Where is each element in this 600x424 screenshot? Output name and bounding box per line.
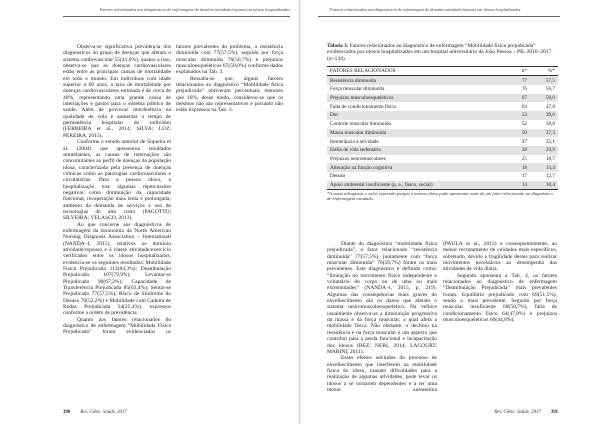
text-column-right-page-2	[443, 241, 557, 409]
paragraph: Segundo apresenta a Tab. 4, os fatores relacionados ao diagnóstico de enfermagem “Deambulação Prejudicada” mais prevalentes foram: Equilíbrio prejudicado com 69(51,5%), sendo o mais prevalente. Seguido por força muscular insuficiente 68(50,7%), falta de condicionamento físico 64(47,8%) e prejuízos musculoesqueléticos 60(44,8%).	[443, 272, 557, 324]
column-header-percent: %*	[529, 67, 558, 76]
table-row	[327, 172, 558, 181]
journal-citation-left: Rev. Ciênc. Saúde, 2017	[80, 410, 127, 415]
paragraph: Esses efeitos advindos do processo de envelhecimento que interferem na mobilidade física do idoso, causam dificuldades para a realização de algumas atividades, pode levar os idosos a se tornarem dependentes e a ter uma menor autoestima	[327, 355, 437, 393]
n-cell: 28	[503, 146, 529, 155]
factor-cell: Alteração na função cognitiva	[327, 163, 503, 172]
percent-cell: 13,4	[529, 163, 558, 172]
factor-cell: Força muscular diminuída	[330, 86, 385, 93]
column-header-n: n*	[503, 67, 529, 76]
table-row	[327, 181, 558, 190]
table-row	[327, 94, 558, 103]
paragraph: Ressalta-se que, alguns fatores relacionados ao diagnóstico “Mobilidade física prejudicada” obtiveram percentuais menores que 10%, desse modo, considerou-se que os mesmos não são representativos e portanto não estão expressos na Tab. 3.	[176, 75, 283, 114]
percent-cell: 39,6	[529, 111, 558, 120]
left-page	[0, 0, 299, 424]
percent-cell: 37,3	[529, 129, 558, 138]
percent-cell: 57,5	[529, 76, 558, 85]
table-header-row	[327, 67, 558, 76]
table-row	[327, 155, 558, 164]
n-cell: 64	[521, 103, 527, 110]
factor-cell: Controle muscular diminuído	[330, 121, 392, 128]
n-cell: 18	[503, 163, 529, 172]
page-number-right: 391	[550, 410, 558, 415]
table-row	[327, 102, 558, 111]
table-footnote: *A soma ultrapassa o valor esperado porque o mesmo idoso pode apresentar mais de um fator relacionado ao diagnóstico de enfermagem estudado.	[327, 191, 553, 202]
factor-cell: Intolerância à atividade	[330, 138, 379, 145]
table-row	[327, 129, 558, 138]
table-row	[327, 85, 558, 94]
table-row	[327, 163, 558, 172]
table-row	[327, 146, 558, 155]
data-table	[327, 66, 558, 190]
factor-cell: Prejuízos musculoesqueléticos	[327, 94, 503, 103]
factor-cell: Resistência diminuída	[327, 76, 503, 85]
n-cell: 25	[521, 155, 527, 162]
column-header-factor: FATORES RELACIONADOS	[327, 67, 503, 76]
footer-left	[63, 410, 127, 416]
percent-cell: 35,1	[545, 138, 555, 145]
table-row	[327, 111, 558, 120]
percent-cell: 12,7	[545, 173, 555, 180]
text-column-left-page-2	[176, 44, 283, 408]
factor-cell: Estilo de vida sedentário	[327, 146, 503, 155]
factor-cell: Dor	[327, 111, 503, 120]
text-column-left-page-1	[63, 44, 171, 408]
right-page	[301, 0, 600, 424]
table-caption-text: Fatores relacionados ao diagnóstico de enfermagem “Mobilidade física prejudicada” evidenciados por idosos hospitalizados em um hospital universitário de João Pessoa – PB, 2016–2017. (n=134)	[327, 43, 553, 62]
percent-cell: 56,7	[545, 86, 555, 93]
paragraph: fatores prevalentes do problema, a resistência diminuída com 77(57,5%), seguido por força muscular diminuída 76(56,7%) e prejuízos musculoesqueléticos 67(50,0%) conforme dados explanados na Tab. 3.	[176, 44, 283, 76]
footer-right	[327, 410, 558, 416]
n-cell: 52	[521, 121, 527, 128]
percent-cell: 10,4	[529, 181, 558, 190]
n-cell: 50	[503, 129, 529, 138]
running-header-right: Fatores relacionados aos diagnósticos de enfermagem do domínio atividade/repouso em idosos hospitalizados	[330, 7, 521, 12]
table-caption	[327, 43, 558, 62]
header-rule-right	[318, 16, 560, 17]
n-cell: 17	[521, 173, 527, 180]
paragraph: Conforme o estudo anterior de Siqueira et al. (2004) que apresentou resultados semelhantes, as causas de internações são concomitantes ao perfil de doenças da população idosa, caracterizada pela presença de doenças crônicas como as patologias cardiovasculares e circulatórias. Para a pessoa idosa, a hospitalização traz algumas repercussões negativas como diminuição da capacidade funcional, recuperação mais lenta e prolongada; aumento da demanda de serviços e uso de tecnologias de alto custo (PAGOTTO; SILVEIRA; VELASCO, 2013).	[63, 139, 171, 222]
paragraph: Ao que concerne aos diagnósticos de enfermagem da taxonomia da North American Nursing Diagnosis Association – International (NANDA–I, 2015), relativos ao domínio atividade/repouso e à classe atividade/exercício verificados entre os idosos hospitalizados, evidencia-se os seguintes resultados: Mobilidade Física Prejudicada 113(84,3%); Deambulação Prejudicada 107(79,9%); Levantar-se Prejudicado 90(67,2%); Capacidade de Transferência Prejudicada 85(63,4%); Sentar-se Prejudicado 77(57,5%); Risco de Síndrome do Desuso 70(52,2%) e Mobilidade com Cadeira de Rodas Prejudicada 34(25,4%), expressos conforme a ordem de prevalência.	[63, 221, 171, 317]
paragraph: (PAULA et al., 2013) e consequentemente, ao menor recrutamento de cuidados mais específicos, sobretudo, devido a fragilidade destes para realizar movimentos necessários ao desempenho das atividades de vida diária.	[443, 241, 557, 273]
percent-cell: 18,7	[545, 155, 555, 162]
paragraph: Diante do diagnóstico “mobilidade física prejudicada”, o fator relacionado “resistência diminuída” 77(57,5%), juntamente com “força muscular diminuída” 76(56,7%) foram os mais prevalentes. Este diagnóstico é definido como: “limitação no movimento físico independente e voluntário do corpo ou de uma ou mais extremidades” (NANDA–I, 2015, p. 219). Algumas das consequências mais graves do envelhecimento são os danos que afetam o sistema neuromusculoesquelético. Na velhice usualmente observa-se a diminuição progressiva da massa e da força muscular, a qual afeta a mobilidade física. Não obstante, o declínio na resistência e na força muscular é um aspecto que contribui para a perda funcional e incapacitação dos idosos (BEZ; NERI, 2014; LACOURT; MARINI, 2011).	[327, 241, 437, 355]
table-row	[327, 137, 558, 146]
table-label: Tabela 3.	[327, 43, 349, 49]
percent-cell: 50,0	[529, 94, 558, 103]
n-cell: 77	[503, 76, 529, 85]
table-row	[327, 120, 558, 129]
journal-citation-right: Rev. Ciênc. Saúde, 2017	[494, 410, 541, 415]
n-cell: 53	[503, 111, 529, 120]
paragraph: Observa-se significativa prevalência dos diagnósticos do grupo de doenças que afetam o sistema cardiovascular 55(41,0%), quanto a isso, observa-se que as doenças cardiovasculares estão entre as principais causas de mortalidade em todo o mundo. Em indivíduos com idade superior a 60 anos, a taxa de mortalidade por doenças cardiovasculares estimada é de cerca de 40%, representando uma grande causa de internações e gastos para o sistema público de saúde. Além de provocar interferência na qualidade de vida e aumentar o tempo de permanência hospitalar do indivíduo (FERREIRA et al., 2014; SILVA; LUZ; PEREIRA, 2015).	[63, 44, 171, 139]
factor-cell: Massa muscular diminuída	[327, 129, 503, 138]
percent-cell: 38,8	[545, 121, 555, 128]
table-row	[327, 76, 558, 85]
percent-cell: 47,8	[545, 103, 555, 110]
factor-cell: Falta de condicionamento físico	[330, 103, 397, 110]
header-rule-left	[63, 16, 290, 17]
paragraph: Quanto aos fatores relacionados do diagnóstico de enfermagem “Mobilidade Física Prejudicada” foram evidenciados os	[63, 316, 171, 336]
n-cell: 14	[503, 181, 529, 190]
n-cell: 67	[503, 94, 529, 103]
factor-cell: Apoio ambiental insuficiente (p. e., físico, social)	[327, 181, 503, 190]
percent-cell: 20,9	[529, 146, 558, 155]
n-cell: 76	[521, 86, 527, 93]
n-cell: 47	[521, 138, 527, 145]
page-number-left: 390	[63, 410, 71, 415]
factor-cell: Desuso	[330, 173, 346, 180]
text-column-right-page-1	[327, 241, 437, 409]
running-header-left: Fatores relacionados aos diagnósticos de enfermagem do domínio atividade/repouso em idosos hospitalizados	[99, 7, 290, 12]
factor-cell: Prejuízos neuromusculares	[330, 155, 386, 162]
